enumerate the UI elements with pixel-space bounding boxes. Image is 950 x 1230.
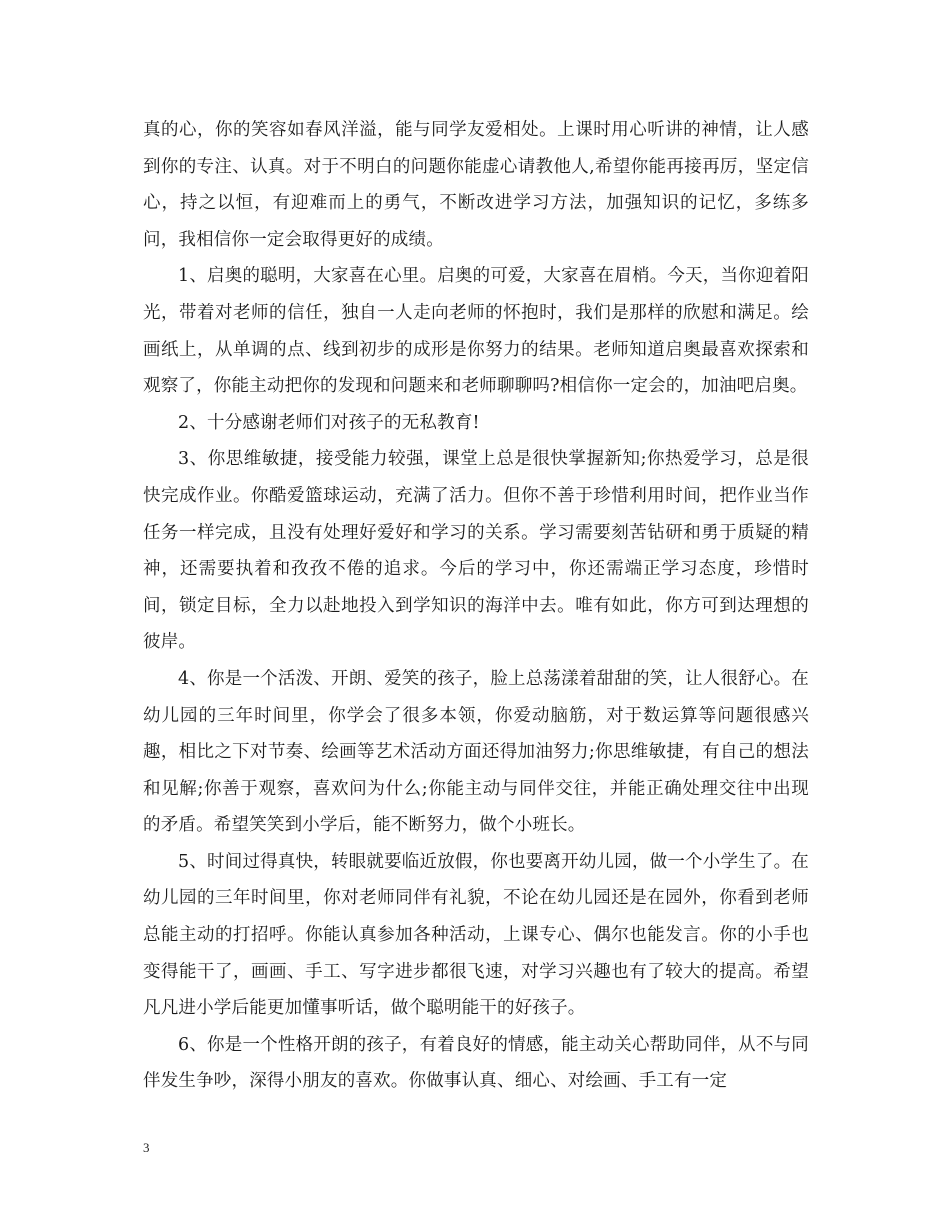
- paragraph-item-1: 1、启奥的聪明，大家喜在心里。启奥的可爱，大家喜在眉梢。今天，当你迎着阳光，带着对老师的信任，独自一人走向老师的怀抱时，我们是那样的欣慰和满足。绘画纸上，从单调的点、线到初步的成形是你努力的结果。老师知道启奥最喜欢探索和观察了，你能主动把你的发现和问题来和老师聊聊吗?相信你一定会的，加油吧启奥。: [143, 266, 809, 397]
- paragraph-continuation: 真的心，你的笑容如春风洋溢，能与同学友爱相处。上课时用心听讲的神情，让人感到你的专注、认真。对于不明白的问题你能虚心请教他人,希望你能再接再厉，坚定信心，持之以恒，有迎难而上的勇气，不断改进学习方法，加强知识的记忆，多练多问，我相信你一定会取得更好的成绩。: [143, 120, 809, 250]
- paragraph-item-6: 6、你是一个性格开朗的孩子，有着良好的情感，能主动关心帮助同伴，从不与同伴发生争吵，深得小朋友的喜欢。你做事认真、细心、对绘画、手工有一定: [143, 1034, 809, 1092]
- paragraph-item-3: 3、你思维敏捷，接受能力较强，课堂上总是很快掌握新知;你热爱学习，总是很快完成作业。你酷爱篮球运动，充满了活力。但你不善于珍惜利用时间，把作业当作任务一样完成，且没有处理好爱好和学习的关系。学习需要刻苦钻研和勇于质疑的精神，还需要执着和孜孜不倦的追求。今后的学习中，你还需端正学习态度，珍惜时间，锁定目标，全力以赴地投入到学知识的海洋中去。唯有如此，你方可到达理想的彼岸。: [143, 449, 809, 653]
- page-number: 3: [143, 1140, 150, 1155]
- paragraph-item-4: 4、你是一个活泼、开朗、爱笑的孩子，脸上总荡漾着甜甜的笑，让人很舒心。在幼儿园的三年时间里，你学会了很多本领，你爱动脑筋，对于数运算等问题很感兴趣，相比之下对节奏、绘画等艺术活动方面还得加油努力;你思维敏捷，有自己的想法和见解;你善于观察，喜欢问为什么;你能主动与同伴交往，并能正确处理交往中出现的矛盾。希望笑笑到小学后，能不断努力，做个小班长。: [143, 668, 809, 836]
- paragraph-item-2: 2、十分感谢老师们对孩子的无私教育!: [178, 412, 480, 433]
- paragraph-item-5: 5、时间过得真快，转眼就要临近放假，你也要离开幼儿园，做一个小学生了。在幼儿园的三年时间里，你对老师同伴有礼貌，不论在幼儿园还是在园外，你看到老师总能主动的打招呼。你能认真参加各种活动，上课专心、偶尔也能发言。你的小手也变得能干了，画画、手工、写字进步都很飞速，对学习兴趣也有了较大的提高。希望凡凡进小学后能更加懂事听话，做个聪明能干的好孩子。: [143, 851, 809, 1019]
- document-body: [143, 112, 809, 1100]
